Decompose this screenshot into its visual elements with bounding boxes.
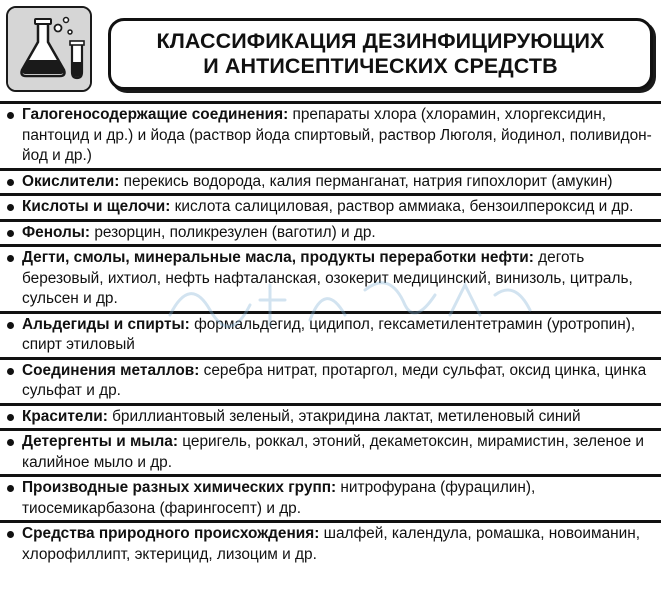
item-text: деготь березовый, ихтиол, нефть нафталанская, озокерит медицинский, винизоль, цитраль, сульсен и др. — [22, 249, 633, 307]
bullet-icon — [7, 414, 14, 421]
list-item — [0, 222, 661, 248]
title-line-2: И АНТИСЕПТИЧЕСКИХ СРЕДСТВ — [203, 54, 558, 78]
item-heading: Средства природного происхождения: — [22, 525, 320, 542]
list-item — [0, 431, 661, 477]
item-heading: Окислители: — [22, 172, 120, 190]
item-text: кислота салициловая, раствор аммиака, бензоилпероксид и др. — [170, 198, 634, 215]
bullet-icon — [7, 204, 14, 211]
bullet-icon — [7, 322, 14, 329]
list-item — [0, 171, 661, 197]
item-heading: Галогеносодержащие соединения: — [22, 106, 289, 123]
header — [0, 0, 661, 104]
bullet-icon — [7, 368, 14, 375]
list-item — [0, 360, 661, 406]
item-heading: Соединения металлов: — [22, 361, 200, 379]
item-heading: Альдегиды и спирты: — [22, 315, 190, 333]
bullet-icon — [7, 531, 14, 538]
bullet-icon — [7, 485, 14, 492]
list-item — [0, 247, 661, 314]
bullet-icon — [7, 179, 14, 186]
item-text: шалфей, календула, ромашка, новоиманин, хлорофиллипт, эктерицид, лизоцим и др. — [22, 525, 640, 563]
bullet-icon — [7, 439, 14, 446]
bullet-icon — [7, 112, 14, 119]
list-item — [0, 104, 661, 171]
list-item — [0, 523, 661, 566]
item-heading: Кислоты и щелочи: — [22, 198, 171, 215]
item-heading: Производные разных химических групп: — [22, 479, 337, 496]
classification-list — [0, 104, 661, 600]
list-item — [0, 477, 661, 523]
item-text: перекись водорода, калия перманганат, натрия гипохлорит (амукин) — [119, 172, 613, 190]
item-text: церигель, роккал, этоний, декаметоксин, мирамистин, зеленое и калийное мыло и др. — [22, 433, 645, 471]
item-heading: Красители: — [22, 407, 108, 425]
item-heading: Фенолы: — [22, 223, 91, 241]
bullet-icon — [7, 230, 14, 237]
laboratory-flask-icon — [6, 6, 92, 92]
item-text: серебра нитрат, протаргол, меди сульфат, оксид цинка, цинка сульфат и др. — [22, 361, 647, 399]
list-item — [0, 196, 661, 222]
item-heading: Детергенты и мыла: — [22, 433, 178, 450]
item-text: формальдегид, цидипол, гексаметилентетрамин (уротропин), спирт этиловый — [22, 315, 636, 353]
page-title — [108, 18, 653, 90]
item-heading: Дегти, смолы, минеральные масла, продукты переработки нефти: — [22, 249, 534, 266]
list-item — [0, 406, 661, 432]
item-text: препараты хлора (хлорамин, хлоргексидин, пантоцид и др.) и йода (раствор йода спиртовый, раствор Люголя, йодинол, поливидон-йод и др.) — [22, 106, 652, 164]
bullet-icon — [7, 255, 14, 262]
list-item — [0, 314, 661, 360]
title-line-1: КЛАССИФИКАЦИЯ ДЕЗИНФИЦИРУЮЩИХ — [156, 29, 605, 53]
item-text: нитрофурана (фурацилин), тиосемикарбазона (фарингосепт) и др. — [22, 479, 536, 517]
item-text: бриллиантовый зеленый, этакридина лактат, метиленовый синий — [107, 407, 581, 425]
item-text: резорцин, поликрезулен (ваготил) и др. — [90, 223, 376, 241]
